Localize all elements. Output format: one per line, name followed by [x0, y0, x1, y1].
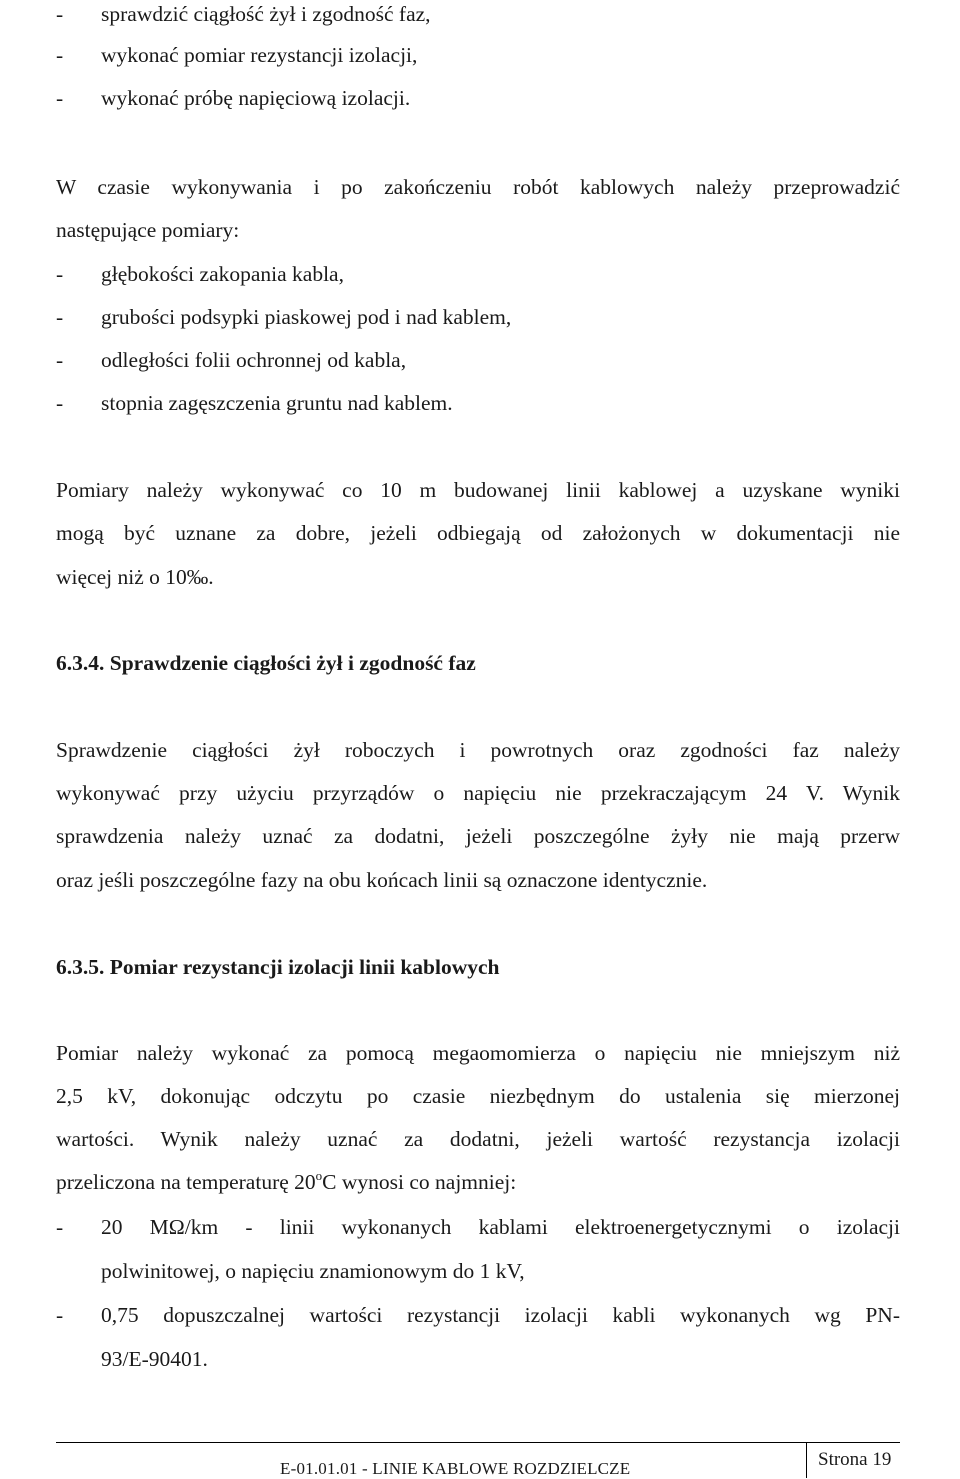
- document-page: - sprawdzić ciągłość żył i zgodność faz, - wykonać pomiar rezystancji izolacji, - wykonać próbę napięciową izolacji. W czasie wykonywania i po zakończeniu robót kablowych należy przeprowadzić następujące pomiary: - głębokości zakopania kabla, - grubości podsypki piaskowej pod i nad kablem, - odległości folii ochronnej od kabla, - stopnia zagęszczenia gruntu nad kablem. Pomiary należy wykonywać co 10 m budowanej linii kablowej a uzyskane wyniki mogą być uznane za dobre, jeżeli odbiegają od założonych w dokumentacji nie więcej niż o 10‰. 6.3.4. Sprawdzenie ciągłości żył i zgodność faz Sprawdzenie ciągłości żył roboczych i powrotnych oraz zgodności faz należy wykonywać przy użyciu przyrządów o napięciu nie przekraczającym 24 V. Wynik sprawdzenia należy uznać za dodatni, jeżeli poszczególne żyły nie mają przerw oraz jeśli poszczególne fazy na obu końcach linii są oznaczone identycznie. 6.3.5. Pomiar rezystancji izolacji linii kablowych Pomiar należy wykonać za pomocą megaomomierza o napięciu nie mniejszym niż 2,5 kV, dokonując odczytu po czasie niezbędnym do ustalenia się mierzonej wartości. Wynik należy uznać za dodatni, jeżeli wartość rezystancja izolacji przeliczona na temperaturę 20$^o$C wynosi co najmniej: - 20 MΩ/km - linii wykonanych kablami elektroenergetycznymi o izolacji polwinitowej, o napięciu znamionowym do 1 kV, - 0,75 dopuszczalnej wartości rezystancji izolacji kabli wykonanych wg PN- 93/E-90401. E-01.01.01 - LINIE KABLOWE ROZDZIELCZE Strona 19: [0, 0, 960, 1478]
- paragraph-line: Sprawdzenie ciągłości żył roboczych i powrotnych oraz zgodności faz należy: [56, 738, 900, 762]
- section-heading: 6.3.4. Sprawdzenie ciągłości żył i zgodność faz: [56, 651, 476, 675]
- list-item-text: 0,75 dopuszczalnej wartości rezystancji izolacji kabli wykonanych wg PN-: [101, 1303, 900, 1327]
- degree-superscript: o: [315, 1168, 323, 1183]
- paragraph-line: więcej niż o 10‰.: [56, 565, 214, 589]
- paragraph-line: 2,5 kV, dokonując odczytu po czasie niezbędnym do ustalenia się mierzonej: [56, 1084, 900, 1108]
- list-item-text: głębokości zakopania kabla,: [101, 262, 344, 286]
- paragraph-line: Pomiary należy wykonywać co 10 m budowanej linii kablowej a uzyskane wyniki: [56, 478, 900, 502]
- list-item-text: stopnia zagęszczenia gruntu nad kablem.: [101, 391, 453, 415]
- footer-rule: [56, 1442, 900, 1443]
- paragraph-line: następujące pomiary:: [56, 218, 240, 242]
- page-number: Strona 19: [818, 1449, 892, 1470]
- footer-document-title: E-01.01.01 - LINIE KABLOWE ROZDZIELCZE: [280, 1459, 631, 1478]
- list-item-text: sprawdzić ciągłość żył i zgodność faz,: [101, 2, 431, 26]
- paragraph-line: mogą być uznane za dobre, jeżeli odbiegają od założonych w dokumentacji nie: [56, 521, 900, 545]
- list-item-text: wykonać pomiar rezystancji izolacji,: [101, 43, 418, 67]
- footer-divider: [806, 1443, 807, 1478]
- list-item-text: odległości folii ochronnej od kabla,: [101, 348, 407, 372]
- list-item-text: 93/E-90401.: [101, 1347, 208, 1371]
- paragraph-line: sprawdzenia należy uznać za dodatni, jeżeli poszczególne żyły nie mają przerw: [56, 824, 900, 848]
- paragraph-line: wartości. Wynik należy uznać za dodatni, jeżeli wartość rezystancja izolacji: [56, 1127, 900, 1151]
- paragraph-line: Pomiar należy wykonać za pomocą megaomomierza o napięciu nie mniejszym niż: [56, 1041, 900, 1065]
- list-item-text: 20 MΩ/km - linii wykonanych kablami elektroenergetycznymi o izolacji: [101, 1215, 900, 1239]
- paragraph-line: W czasie wykonywania i po zakończeniu robót kablowych należy przeprowadzić: [56, 175, 900, 199]
- paragraph-line: przeliczona na temperaturę 20$^o$C wynosi co najmniej:: [56, 1168, 517, 1194]
- list-item-text: grubości podsypki piaskowej pod i nad kablem,: [101, 305, 512, 329]
- list-item-text: wykonać próbę napięciową izolacji.: [101, 86, 411, 110]
- paragraph-line: wykonywać przy użyciu przyrządów o napięciu nie przekraczającym 24 V. Wynik: [56, 781, 900, 805]
- paragraph-line: oraz jeśli poszczególne fazy na obu końcach linii są oznaczone identycznie.: [56, 868, 708, 892]
- list-item-text: polwinitowej, o napięciu znamionowym do 1 kV,: [101, 1259, 525, 1283]
- section-heading: 6.3.5. Pomiar rezystancji izolacji linii kablowych: [56, 955, 500, 979]
